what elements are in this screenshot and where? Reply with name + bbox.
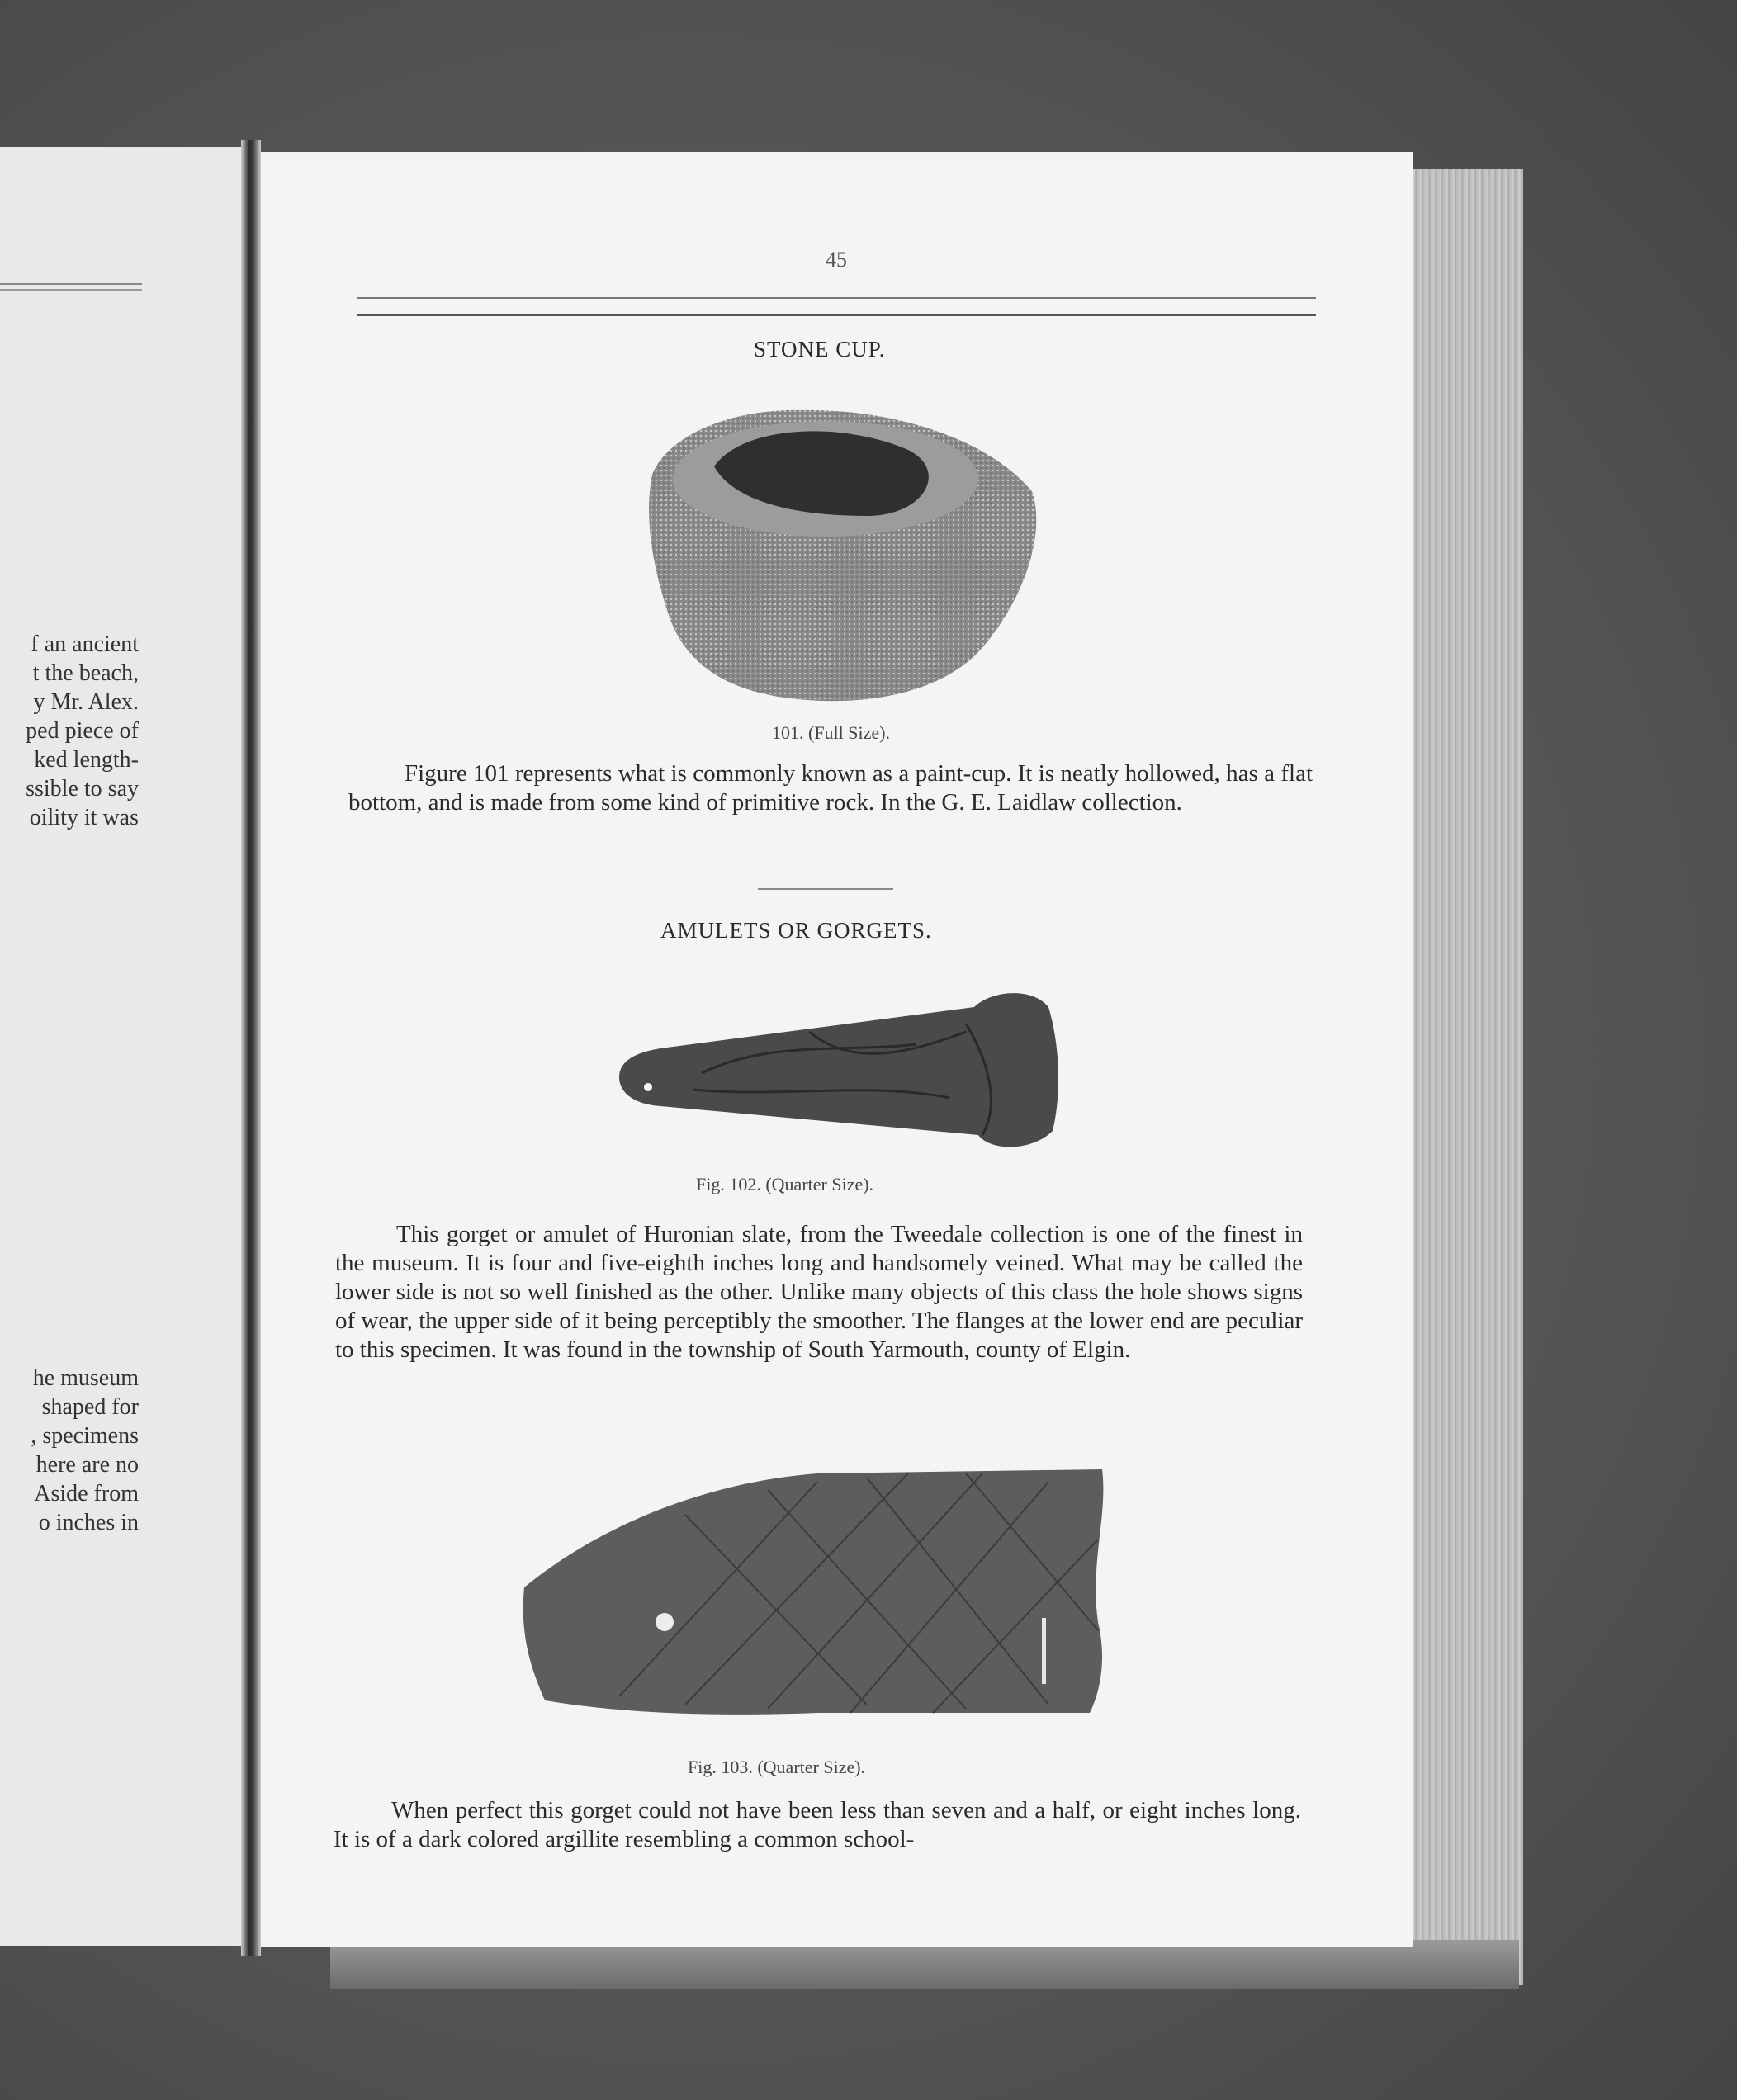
gorget-fig-103-illustration <box>520 1465 1110 1721</box>
header-rule <box>357 314 1316 316</box>
left-page-rule <box>0 289 142 291</box>
left-page-text-block-1 <box>0 630 139 832</box>
section-heading-stone-cup: STONE CUP. <box>754 337 886 362</box>
left-page <box>0 147 246 1946</box>
left-line: o inches in <box>38 1510 139 1535</box>
book-page-edges <box>1412 169 1523 1985</box>
left-line: ssible to say <box>26 776 139 802</box>
left-line: he museum <box>32 1365 139 1391</box>
stone-cup-illustration <box>636 400 1048 718</box>
gorget-102-paragraph: This gorget or amulet of Huronian slate, from the Tweedale collection is one of the finest in the museum. It is four and five-eighth inches long and handsomely veined. What may be called the lower side is not so well finished as the other. Unlike many objects of this class the hole shows signs of wear, the upper side of it being perceptibly the smoother. The flanges at the lower end are peculiar to this specimen. It was found in the township of South Yarmouth, county of Elgin. <box>335 1221 1303 1363</box>
left-page-rule <box>0 283 142 285</box>
left-line: Aside from <box>34 1481 139 1506</box>
left-line: f an ancient <box>31 631 139 657</box>
left-line: t the beach, <box>32 660 139 686</box>
left-line: ked length- <box>34 747 139 773</box>
gorget-103-paragraph: When perfect this gorget could not have been less than seven and a half, or eight inches long. It is of a dark colored argillite resembling a common school- <box>334 1797 1301 1852</box>
left-line: shaped for <box>41 1394 139 1420</box>
book-bottom-edge <box>330 1940 1519 1989</box>
gorget-fig-102-illustration <box>603 974 1065 1164</box>
left-page-text-block-2 <box>0 1364 139 1537</box>
left-line: oility it was <box>29 805 139 830</box>
figure-102-caption: Fig. 102. (Quarter Size). <box>696 1174 874 1194</box>
section-heading-amulets: AMULETS OR GORGETS. <box>660 918 932 943</box>
section-divider <box>758 888 893 890</box>
left-line: y Mr. Alex. <box>33 689 139 715</box>
figure-101-caption: 101. (Full Size). <box>772 722 890 743</box>
page-number: 45 <box>826 248 847 272</box>
left-line: ped piece of <box>26 718 139 744</box>
left-line: here are no <box>35 1452 139 1478</box>
figure-103-caption: Fig. 103. (Quarter Size). <box>688 1757 866 1777</box>
header-rule <box>357 297 1316 299</box>
book-gutter <box>241 140 261 1956</box>
stone-cup-paragraph: Figure 101 represents what is commonly known as a paint-cup. It is neatly hollowed, has a flat bottom, and is made from some kind of primitive rock. In the G. E. Laidlaw collection. <box>348 760 1313 816</box>
left-line: , specimens <box>31 1423 139 1449</box>
